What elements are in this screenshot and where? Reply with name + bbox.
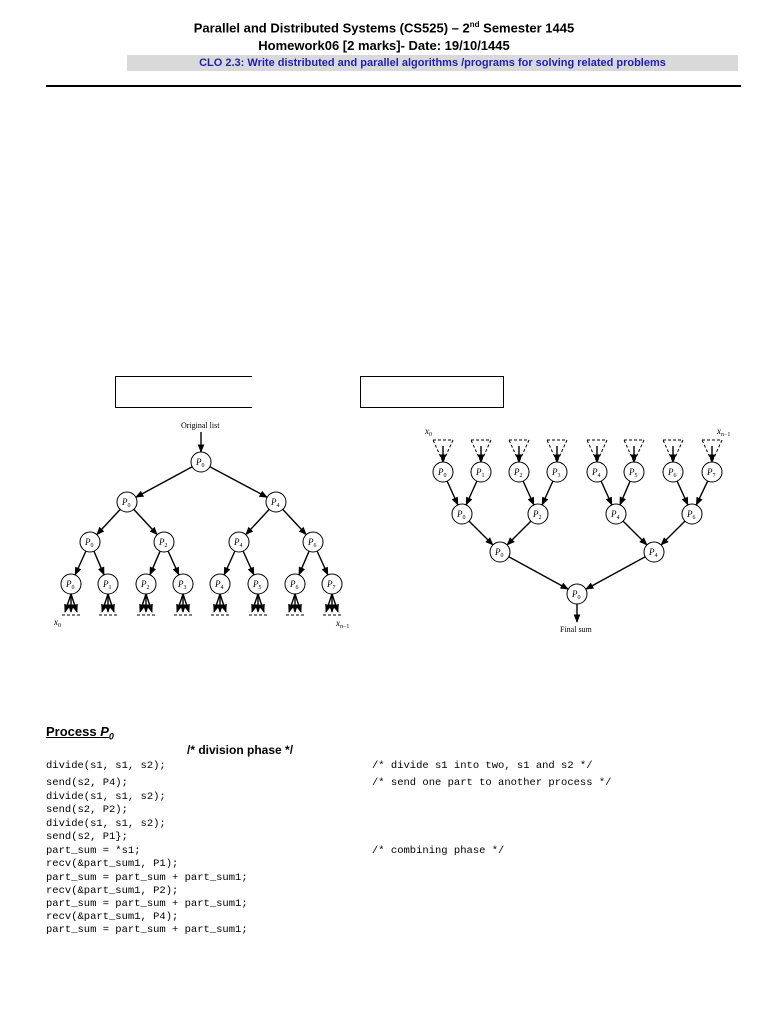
leaf-arrow [177,594,183,612]
tree-edge [299,551,309,575]
homework-subtitle: Homework06 [2 marks]- Date: 19/10/1445 [258,38,510,53]
process-label: $P_3$ [178,579,187,591]
tree-edge [224,551,235,575]
clo-banner: CLO 2.3: Write distributed and parallel algorithms /programs for solving related problems [127,55,738,71]
tree-edge [150,551,160,575]
tree-edge [586,557,645,589]
process-label: $P_0$ [438,467,447,479]
leaf-arrow [146,594,152,612]
division-tree-diagram [53,421,349,630]
leaf-arrow [289,594,295,612]
process-label: $P_0$ [572,589,581,601]
process-label: $P_0$ [196,457,205,469]
leaf-arrow [258,594,264,612]
tree-edge [283,509,306,534]
process-label: $P_4$ [592,467,601,479]
code-comment: /* divide s1 into two, s1 and s2 */ [372,760,593,772]
leaf-arrow [102,594,108,612]
tree-edge [509,557,568,589]
process-label: $P_7$ [707,467,716,479]
code-line: divide(s1, s1, s2); [46,760,166,772]
code-line: divide(s1, s1, s2); [46,791,166,803]
original-list-label: Original list [181,421,220,430]
process-label: $P_5$ [629,467,638,479]
final-sum-label: Final sum [560,625,592,634]
code-line: part_sum = part_sum + part_sum1; [46,898,248,910]
combining-tree-diagram [424,426,730,634]
x-first-label: $x_0$ [54,617,61,629]
tree-edge [97,509,120,534]
tree-edge [243,551,254,575]
process-label: $P_2$ [141,579,150,591]
process-label: $P_0$ [122,497,131,509]
document-title: Parallel and Distributed Systems (CS525) – 2nd Semester 1445 [193,20,575,36]
leaf-arrow [220,594,226,612]
process-label: $P_6$ [308,537,317,549]
process-label: $P_0$ [495,547,504,559]
code-line: send(s2, P1}; [46,831,128,843]
leaf-arrow [332,594,338,612]
tree-edge [210,467,267,498]
tree-edge [507,521,531,545]
leaf-arrow [108,594,114,612]
tree-edge [542,481,553,505]
code-line: recv(&part_sum1, P4); [46,911,179,923]
process-label: $P_6$ [290,579,299,591]
x-first-label: $x_0$ [425,426,432,438]
process-label: $P_4$ [215,579,224,591]
process-label: $P_5$ [253,579,262,591]
code-line: send(s2, P4); [46,777,128,789]
process-label: $P_2$ [533,509,542,521]
x-last-label: $x_{n-1}$ [336,618,350,630]
process-label: $P_2$ [159,537,168,549]
leaf-arrow [140,594,146,612]
tree-edge [317,551,328,575]
process-label: $P_1$ [103,579,112,591]
x-last-label: $x_{n-1}$ [717,426,731,438]
process-label: $P_4$ [611,509,620,521]
process-label: $P_1$ [476,467,485,479]
process-label: $P_7$ [327,579,336,591]
leaf-arrow [183,594,189,612]
code-line: recv(&part_sum1, P2); [46,885,179,897]
division-phase-comment: /* division phase */ [187,743,294,757]
leaf-arrow [214,594,220,612]
tree-edge [466,481,477,505]
code-line: recv(&part_sum1, P1); [46,858,179,870]
process-label: $P_4$ [271,497,280,509]
code-line: send(s2, P2); [46,804,128,816]
tree-edge [447,481,458,505]
tree-edge [523,481,534,505]
code-comment: /* send one part to another process */ [372,777,612,789]
process-label: $P_6$ [668,467,677,479]
tree-edge [696,481,707,505]
process-label: $P_4$ [234,537,243,549]
tree-edge [661,521,685,545]
tree-edge [94,551,104,575]
leaf-arrow [326,594,332,612]
tree-edge [75,551,86,575]
process-label: $P_0$ [85,537,94,549]
leaf-arrow [252,594,258,612]
tree-edge [620,481,630,505]
tree-edge [623,521,647,545]
code-line: part_sum = *s1; [46,845,141,857]
tree-edge [601,481,612,505]
leaf-arrow [71,594,77,612]
code-line: part_sum = part_sum + part_sum1; [46,872,248,884]
process-label: $P_6$ [687,509,696,521]
leaf-arrow [65,594,71,612]
process-heading: Process $P_0$ [46,724,114,742]
process-label: $P_3$ [552,467,561,479]
tree-edge [168,551,179,575]
tree-edge [134,509,157,534]
process-label: $P_2$ [514,467,523,479]
code-line: part_sum = part_sum + part_sum1; [46,924,248,936]
tree-edge [246,509,269,534]
code-comment: /* combining phase */ [372,845,505,857]
process-label: $P_0$ [66,579,75,591]
process-label: $P_4$ [649,547,658,559]
tree-edge [677,481,688,505]
code-line: divide(s1, s1, s2); [46,818,166,830]
process-label: $P_0$ [457,509,466,521]
tree-edge [136,467,192,497]
tree-edge [469,521,493,545]
leaf-arrow [295,594,301,612]
